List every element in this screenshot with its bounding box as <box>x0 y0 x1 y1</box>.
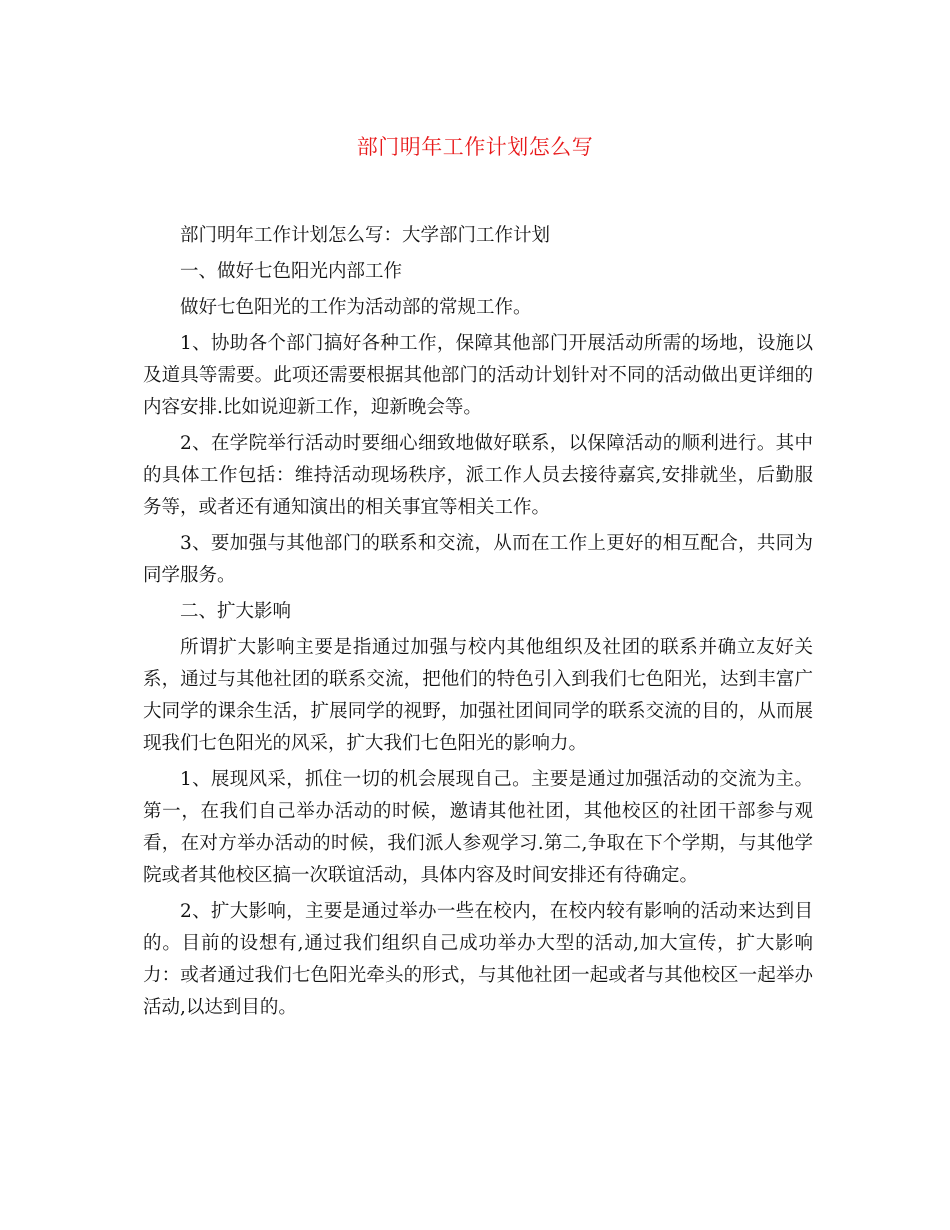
paragraph: 做好七色阳光的工作为活动部的常规工作。 <box>180 297 532 318</box>
paragraph: 2、扩大影响，主要是通过举办一些在校内，在校内较有影响的活动来达到目的。目前的设想有,通过我们组织自己成功举办大型的活动,加大宣传，扩大影响力：或者通过我们七色阳光牵头的形式，与其他社团一起或者与其他校区一起举办活动,以达到目的。 <box>143 901 813 1018</box>
paragraph: 1、协助各个部门搞好各种工作，保障其他部门开展活动所需的场地，设施以及道具等需要。此项还需要根据其他部门的活动计划针对不同的活动做出更详细的内容安排.比如说迎新工作，迎新晚会等。 <box>143 333 813 418</box>
section-heading-2: 二、扩大影响 <box>180 601 292 622</box>
paragraph: 2、在学院举行活动时要细心细致地做好联系，以保障活动的顺利进行。其中的具体工作包括：维持活动现场秩序，派工作人员去接待嘉宾,安排就坐，后勤服务等，或者还有通知演出的相关事宜等相关工作。 <box>143 433 813 518</box>
document-body <box>143 220 813 1028</box>
paragraph: 3、要加强与其他部门的联系和交流，从而在工作上更好的相互配合，共同为同学服务。 <box>143 533 813 586</box>
paragraph: 1、展现风采，抓住一切的机会展现自己。主要是通过加强活动的交流为主。第一，在我们自己举办活动的时候，邀请其他社团，其他校区的社团干部参与观看，在对方举办活动的时候，我们派人参观学习.第二,争取在下个学期，与其他学院或者其他校区搞一次联谊活动，具体内容及时间安排还有待确定。 <box>143 769 813 886</box>
paragraph-subtitle: 部门明年工作计划怎么写：大学部门工作计划 <box>180 225 551 246</box>
document-title: 部门明年工作计划怎么写 <box>356 135 594 159</box>
paragraph: 所谓扩大影响主要是指通过加强与校内其他组织及社团的联系并确立友好关系，通过与其他社团的联系交流，把他们的特色引入到我们七色阳光，达到丰富广大同学的课余生活，扩展同学的视野，加强社团间同学的联系交流的目的，从而展现我们七色阳光的风采，扩大我们七色阳光的影响力。 <box>143 637 813 754</box>
section-heading-1: 一、做好七色阳光内部工作 <box>180 261 403 282</box>
